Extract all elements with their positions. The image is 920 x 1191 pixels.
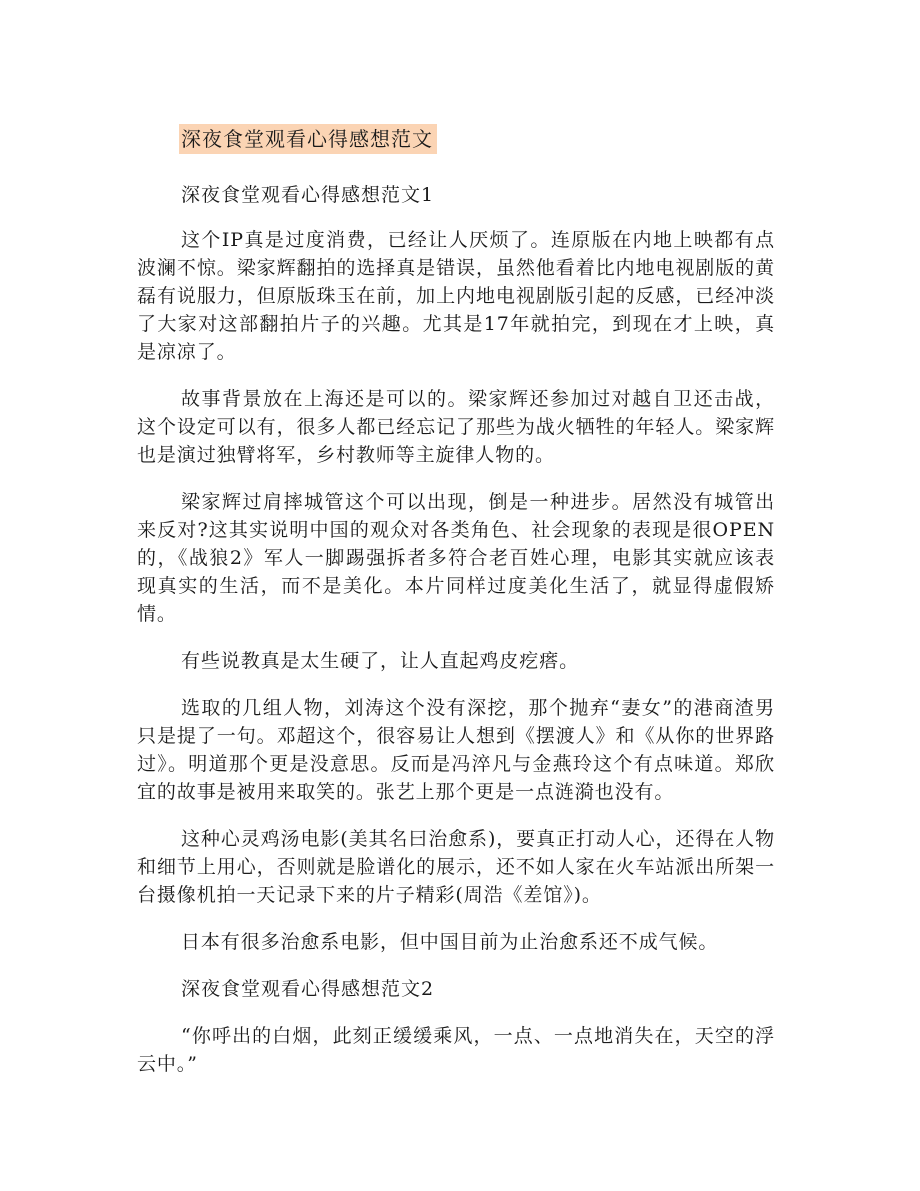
paragraph: 选取的几组人物，刘涛这个没有深挖，那个抛弃“妻女”的港商渣男只是提了一句。邓超这个，很容易让人想到《摆渡人》和《从你的世界路过》。明道那个更是没意思。反而是冯淬凡与金燕玲这个有点味道。郑欣宜的故事是被用来取笑的。张艺上那个更是一点涟漪也没有。 [137, 697, 775, 803]
paragraph: 这个IP真是过度消费，已经让人厌烦了。连原版在内地上映都有点波澜不惊。梁家辉翻拍的选择真是错误，虽然他看着比内地电视剧版的黄磊有说服力，但原版珠玉在前，加上内地电视剧版引起的反感，已经冲淡了大家对这部翻拍片子的兴趣。尤其是17年就拍完，到现在才上映，真是凉凉了。 [137, 229, 775, 363]
paragraph: 故事背景放在上海还是可以的。梁家辉还参加过对越自卫还击战，这个设定可以有，很多人都已经忘记了那些为战火牺牲的年轻人。梁家辉也是演过独臂将军，乡村教师等主旋律人物的。 [137, 388, 775, 466]
paragraph: 这种心灵鸡汤电影(美其名曰治愈系)，要真正打动人心，还得在人物和细节上用心，否则就是脸谱化的展示，还不如人家在火车站派出所架一台摄像机拍一天记录下来的片子精彩(周浩《差馆》)。 [137, 828, 775, 906]
document-title: 深夜食堂观看心得感想范文 [179, 124, 437, 154]
section-heading-1: 深夜食堂观看心得感想范文1 [181, 184, 435, 206]
section-heading-2: 深夜食堂观看心得感想范文2 [181, 978, 435, 1000]
paragraph: 有些说教真是太生硬了，让人直起鸡皮疙瘩。 [181, 650, 580, 672]
paragraph: “你呼出的白烟，此刻正缓缓乘风，一点、一点地消失在，天空的浮云中。” [137, 1025, 775, 1075]
document-page [137, 124, 775, 1078]
paragraph: 梁家辉过肩摔城管这个可以出现，倒是一种进步。居然没有城管出来反对?这其实说明中国的观众对各类角色、社会现象的表现是很OPEN的，《战狼2》军人一脚踢强拆者多符合老百姓心理，电影其实就应该表现真实的生活，而不是美化。本片同样过度美化生活了，就显得虚假矫情。 [137, 491, 775, 625]
paragraph: 日本有很多治愈系电影，但中国目前为止治愈系还不成气候。 [181, 931, 719, 953]
